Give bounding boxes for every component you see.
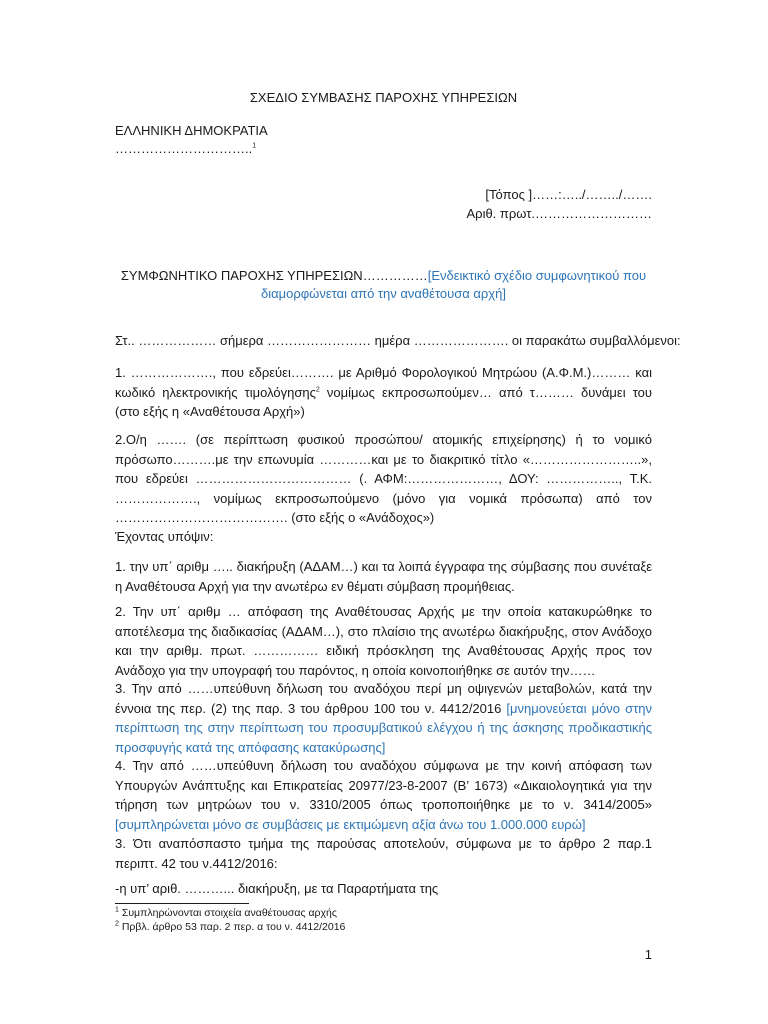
authority-line bbox=[115, 139, 652, 159]
consideration-item-5: 3. Ότι αναπόσπαστο τμήμα της παρούσας αποτελούν, σύμφωνα με το άρθρο 2 παρ.1 περιπτ. 42 του ν.4412/2016: bbox=[115, 836, 652, 871]
authority-placeholder: ………………………….. bbox=[115, 141, 253, 156]
republic-heading: ΕΛΛΗΝΙΚΗ ΔΗΜΟΚΡΑΤΙΑ bbox=[115, 123, 268, 138]
party2-paragraph: 2.Ο/η ……. (σε περίπτωση φυσικού προσώπου/ ατομικής επιχείρησης) ή το νομικό πρόσωπο……….με την επωνυμία …………και με το διακριτικό τίτλο «……………………..», που εδρεύει ……………………………… (. ΑΦΜ:…………………, ΔΟΥ: …………….., Τ.Κ. ………………., νομίμως εκπροσωπούμενο (μόνο για νομικά πρόσωπα) από τον …………………………………. (στο εξής ο «Ανάδοχος») bbox=[115, 432, 652, 525]
consideration-item-1: 1. την υπ΄ αριθμ ….. διακήρυξη (ΑΔΑΜ…) και τα λοιπά έγγραφα της σύμβασης που συνέταξε η Αναθέτουσα Αρχή για την ανωτέρω εν θέματι σύμβαση προμήθειας. bbox=[115, 559, 652, 594]
agreement-note-part2: διαμορφώνεται από την αναθέτουσα αρχή] bbox=[261, 286, 506, 301]
consideration-item-3: 3. Την από ……υπεύθυνη δήλωση του αναδόχου περί μη οψιγενών μεταβολών, κατά την έννοια της περ. (2) της παρ. 3 του άρθρου 100 του ν. 4412/2016 [μνημονεύεται μόνο στην περίπτωση της στην περίπτωση του προσυμβατικού ελέγχου ή της άσκησης προδικαστικής προσφυγής κατά της απόφασης κατακύρωσης] bbox=[115, 681, 652, 755]
footnote-2: $^2$ Πρβλ. άρθρο 53 παρ. 2 περ. α του ν. 4412/2016 bbox=[115, 920, 346, 933]
place-date: [Τόπος ]……:…../……../……. bbox=[485, 187, 652, 202]
consideration-item-4: 4. Την από ……υπεύθυνη δήλωση του αναδόχου σύμφωνα με την κοινή απόφαση των Υπουργών Ανάπτυξης και Επικρατείας 20977/23-8-2007 (Β’ 1673) «Δικαιολογητικά για την τήρηση των μητρώων του ν. 3310/2005 όπως τροποποιήθηκε με το ν. 3414/2005» [συμπληρώνεται μόνο σε συμβάσεις με εκτιμώμενη αξία άνω του 1.000.000 ευρώ] bbox=[115, 758, 652, 832]
agreement-heading-line1 bbox=[115, 266, 652, 286]
footnote-ref-2: 2 bbox=[315, 386, 320, 394]
agreement-heading: ΣΥΜΦΩΝΗΤΙΚΟ ΠΑΡΟΧΗΣ ΥΠΗΡΕΣΙΩΝ…………… bbox=[120, 268, 428, 283]
party1-paragraph: 1. ………………., που εδρεύει………. με Αριθμό Φορολογικού Μητρώου (Α.Φ.Μ.)……… και κωδικό ηλεκτρονικής τιμολόγησης$^2$ νομίμως εκπροσωπούμεν… από τ……… δυνάμει του (στο εξής η «Αναθέτουσα Αρχή») bbox=[115, 365, 653, 419]
page-number: 1 bbox=[644, 947, 652, 962]
protocol-number: Αριθ. πρωτ.……………………… bbox=[466, 206, 652, 221]
footnote-ref-1: 1 bbox=[252, 142, 257, 150]
footnote-1: $^1$ Συμπληρώνονται στοιχεία αναθέτουσας αρχής bbox=[115, 906, 337, 919]
agreement-note-part1: [Ενδεικτικό σχέδιο συμφωνητικού που bbox=[427, 268, 647, 283]
considering-heading: Έχοντας υπόψιν: bbox=[115, 529, 214, 544]
footnote-separator bbox=[115, 903, 249, 904]
document-title: ΣΧΕΔΙΟ ΣΥΜΒΑΣΗΣ ΠΑΡΟΧΗΣ ΥΠΗΡΕΣΙΩΝ bbox=[249, 90, 518, 105]
intro-line: Στ.. ……………… σήμερα …………………… ημέρα …………………. οι παρακάτω συμβαλλόμενοι: bbox=[115, 333, 681, 348]
consideration-item-2: 2. Την υπ΄ αριθμ … απόφαση της Αναθέτουσας Αρχής με την οποία κατακυρώθηκε το αποτέλεσμα της διαδικασίας (ΑΔΑΜ…), στο πλαίσιο της ανωτέρω διακήρυξης, στον Ανάδοχο και την αριθμ. πρωτ. …………… ειδική πρόσκληση της Αναθέτουσας Αρχής προς τον Ανάδοχο για την υπογραφή του παρόντος, η οποία κοινοποιήθηκε σε αυτόν την…… bbox=[115, 604, 652, 678]
consideration-item-6: -η υπ’ αριθ. ………... διακήρυξη, με τα Παραρτήματα της bbox=[115, 881, 439, 896]
item3-note: [μνημονεύεται μόνο στην περίπτωση της στην περίπτωση του προσυμβατικού ελέγχου ή της άσκησης προδικαστικής προσφυγής κατά της απόφασης κατακύρωσης] bbox=[115, 700, 652, 755]
item4-note: [συμπληρώνεται μόνο σε συμβάσεις με εκτιμώμενη αξία άνω του 1.000.000 ευρώ] bbox=[115, 816, 586, 832]
